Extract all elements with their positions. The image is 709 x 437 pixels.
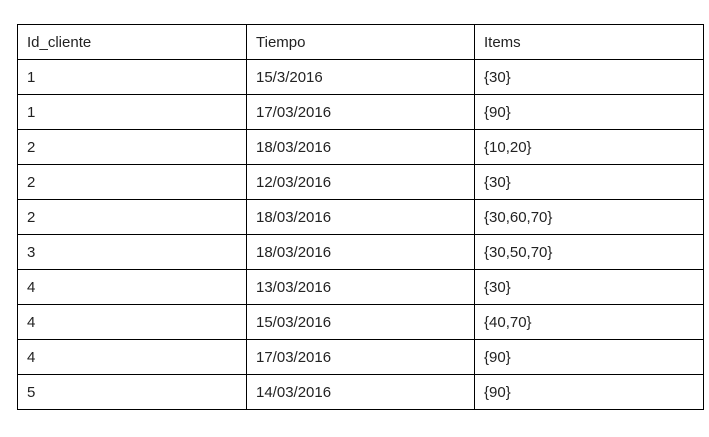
cell-id-cliente: 2 (18, 200, 247, 235)
cell-items: {40,70} (475, 305, 704, 340)
cell-items: {10,20} (475, 130, 704, 165)
cell-id-cliente: 2 (18, 165, 247, 200)
cell-items: {30} (475, 270, 704, 305)
cell-items: {90} (475, 375, 704, 410)
cell-tiempo: 15/3/2016 (247, 60, 475, 95)
cell-tiempo: 13/03/2016 (247, 270, 475, 305)
cell-tiempo: 18/03/2016 (247, 130, 475, 165)
cell-items: {90} (475, 340, 704, 375)
table-row (18, 375, 704, 410)
table-row (18, 95, 704, 130)
table-row (18, 305, 704, 340)
column-header-items: Items (475, 25, 704, 60)
cell-tiempo: 12/03/2016 (247, 165, 475, 200)
cell-tiempo: 18/03/2016 (247, 235, 475, 270)
cell-tiempo: 17/03/2016 (247, 340, 475, 375)
cell-items: {30,60,70} (475, 200, 704, 235)
table-header-row (18, 25, 704, 60)
data-table (17, 24, 704, 410)
cell-items: {30} (475, 60, 704, 95)
table-row (18, 165, 704, 200)
cell-items: {30} (475, 165, 704, 200)
cell-tiempo: 14/03/2016 (247, 375, 475, 410)
cell-tiempo: 17/03/2016 (247, 95, 475, 130)
cell-id-cliente: 4 (18, 340, 247, 375)
column-header-id-cliente: Id_cliente (18, 25, 247, 60)
cell-id-cliente: 2 (18, 130, 247, 165)
table-row (18, 270, 704, 305)
table-row (18, 60, 704, 95)
cell-id-cliente: 1 (18, 95, 247, 130)
table-row (18, 235, 704, 270)
cell-id-cliente: 4 (18, 270, 247, 305)
cell-id-cliente: 3 (18, 235, 247, 270)
cell-id-cliente: 1 (18, 60, 247, 95)
table-row (18, 340, 704, 375)
table-row (18, 200, 704, 235)
cell-items: {30,50,70} (475, 235, 704, 270)
cell-tiempo: 15/03/2016 (247, 305, 475, 340)
column-header-tiempo: Tiempo (247, 25, 475, 60)
cell-tiempo: 18/03/2016 (247, 200, 475, 235)
cell-id-cliente: 5 (18, 375, 247, 410)
cell-id-cliente: 4 (18, 305, 247, 340)
cell-items: {90} (475, 95, 704, 130)
table-row (18, 130, 704, 165)
